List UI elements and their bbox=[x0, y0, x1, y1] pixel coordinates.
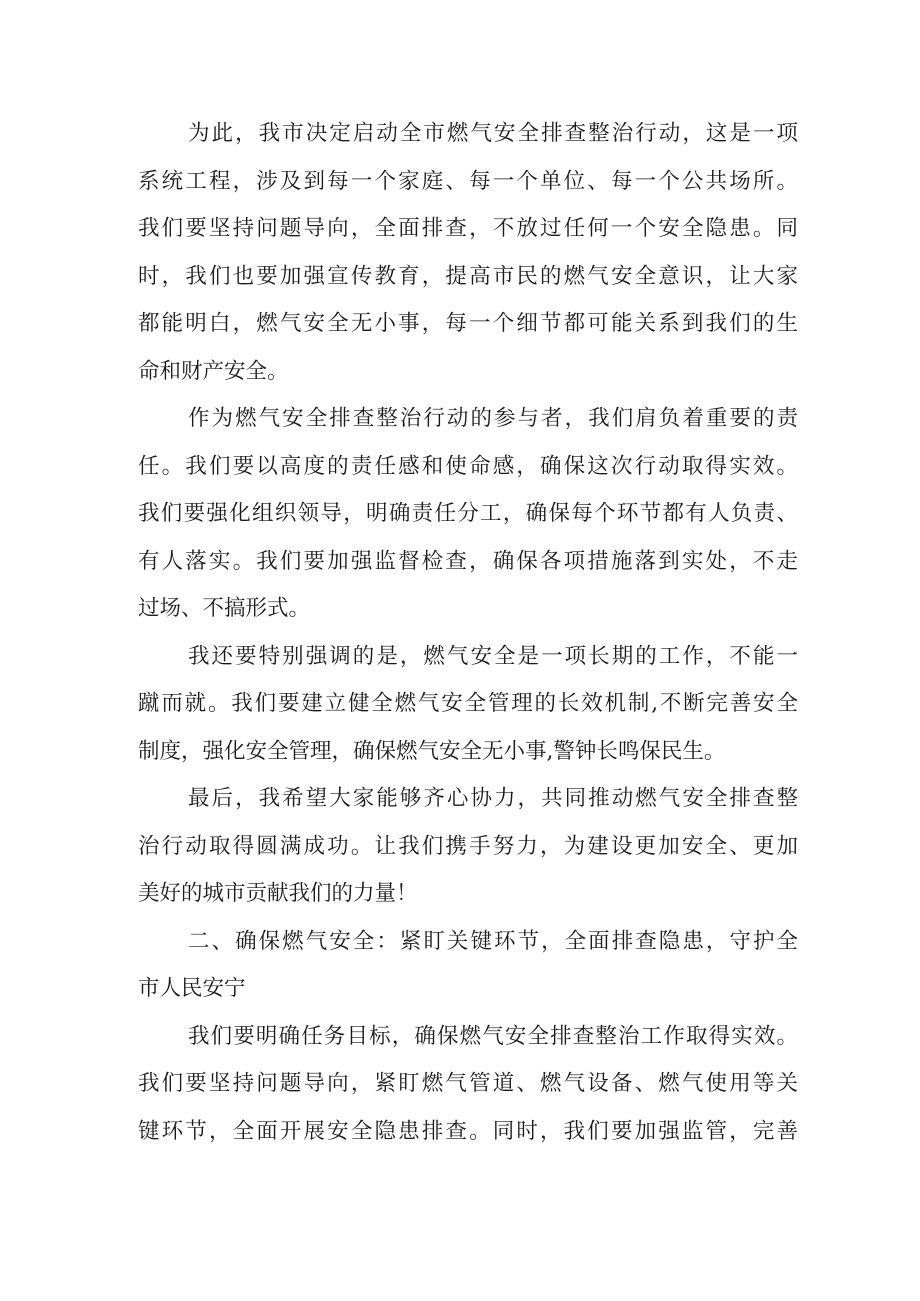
text-line: 我们要明确任务目标，确保燃气安全排查整治工作取得实效。 bbox=[188, 1023, 798, 1049]
paragraph-3 bbox=[138, 633, 798, 776]
paragraph-4 bbox=[138, 775, 798, 918]
text-line: 任。我们要以高度的责任感和使命感，确保这次行动取得实效。 bbox=[138, 453, 798, 479]
text-line: 我们要坚持问题导向，紧盯燃气管道、燃气设备、燃气使用等关 bbox=[138, 1071, 798, 1096]
paragraph-2 bbox=[138, 395, 798, 633]
text-line: 有人落实。我们要加强监督检查，确保各项措施落到实处，不走 bbox=[138, 548, 798, 574]
text-line: 最后，我希望大家能够齐心协力，共同推动燃气安全排查整 bbox=[188, 786, 798, 811]
text-line: 系统工程，涉及到每一个家庭、每一个单位、每一个公共场所。 bbox=[138, 168, 798, 194]
text-line: 过场、不搞形式。 bbox=[138, 596, 311, 621]
text-line: 我还要特别强调的是，燃气安全是一项长期的工作，不能一 bbox=[188, 643, 798, 669]
document-page bbox=[138, 110, 798, 1155]
text-line: 治行动取得圆满成功。让我们携手努力，为建设更加安全、更加 bbox=[138, 833, 798, 859]
text-line: 蹴而就。我们要建立健全燃气安全管理的长效机制,不断完善安全 bbox=[138, 691, 798, 716]
text-line: 美好的城市贡献我们的力量！ bbox=[138, 881, 418, 906]
heading-line: 二、确保燃气安全：紧盯关键环节，全面排查隐患，守护全 bbox=[188, 928, 798, 954]
paragraph-1 bbox=[138, 110, 798, 395]
paragraph-5 bbox=[138, 1013, 798, 1156]
text-line: 制度，强化安全管理，确保燃气安全无小事,警钟长鸣保民生。 bbox=[138, 738, 726, 764]
text-line: 命和财产安全。 bbox=[138, 358, 289, 384]
text-line: 都能明白，燃气安全无小事，每一个细节都可能关系到我们的生 bbox=[138, 311, 798, 336]
text-line: 我们要强化组织领导，明确责任分工，确保每个环节都有人负责、 bbox=[138, 501, 798, 526]
text-line: 时，我们也要加强宣传教育，提高市民的燃气安全意识，让大家 bbox=[138, 263, 798, 289]
text-line: 我们要坚持问题导向，全面排查，不放过任何一个安全隐患。同 bbox=[138, 216, 798, 241]
section-heading bbox=[138, 918, 798, 1013]
text-line: 作为燃气安全排查整治行动的参与者，我们肩负着重要的责 bbox=[188, 406, 798, 431]
text-line: 为此，我市决定启动全市燃气安全排查整治行动，这是一项 bbox=[188, 121, 798, 146]
heading-line: 市人民安宁 bbox=[138, 976, 246, 1001]
text-line: 键环节，全面开展安全隐患排查。同时，我们要加强监管，完善 bbox=[138, 1118, 798, 1144]
